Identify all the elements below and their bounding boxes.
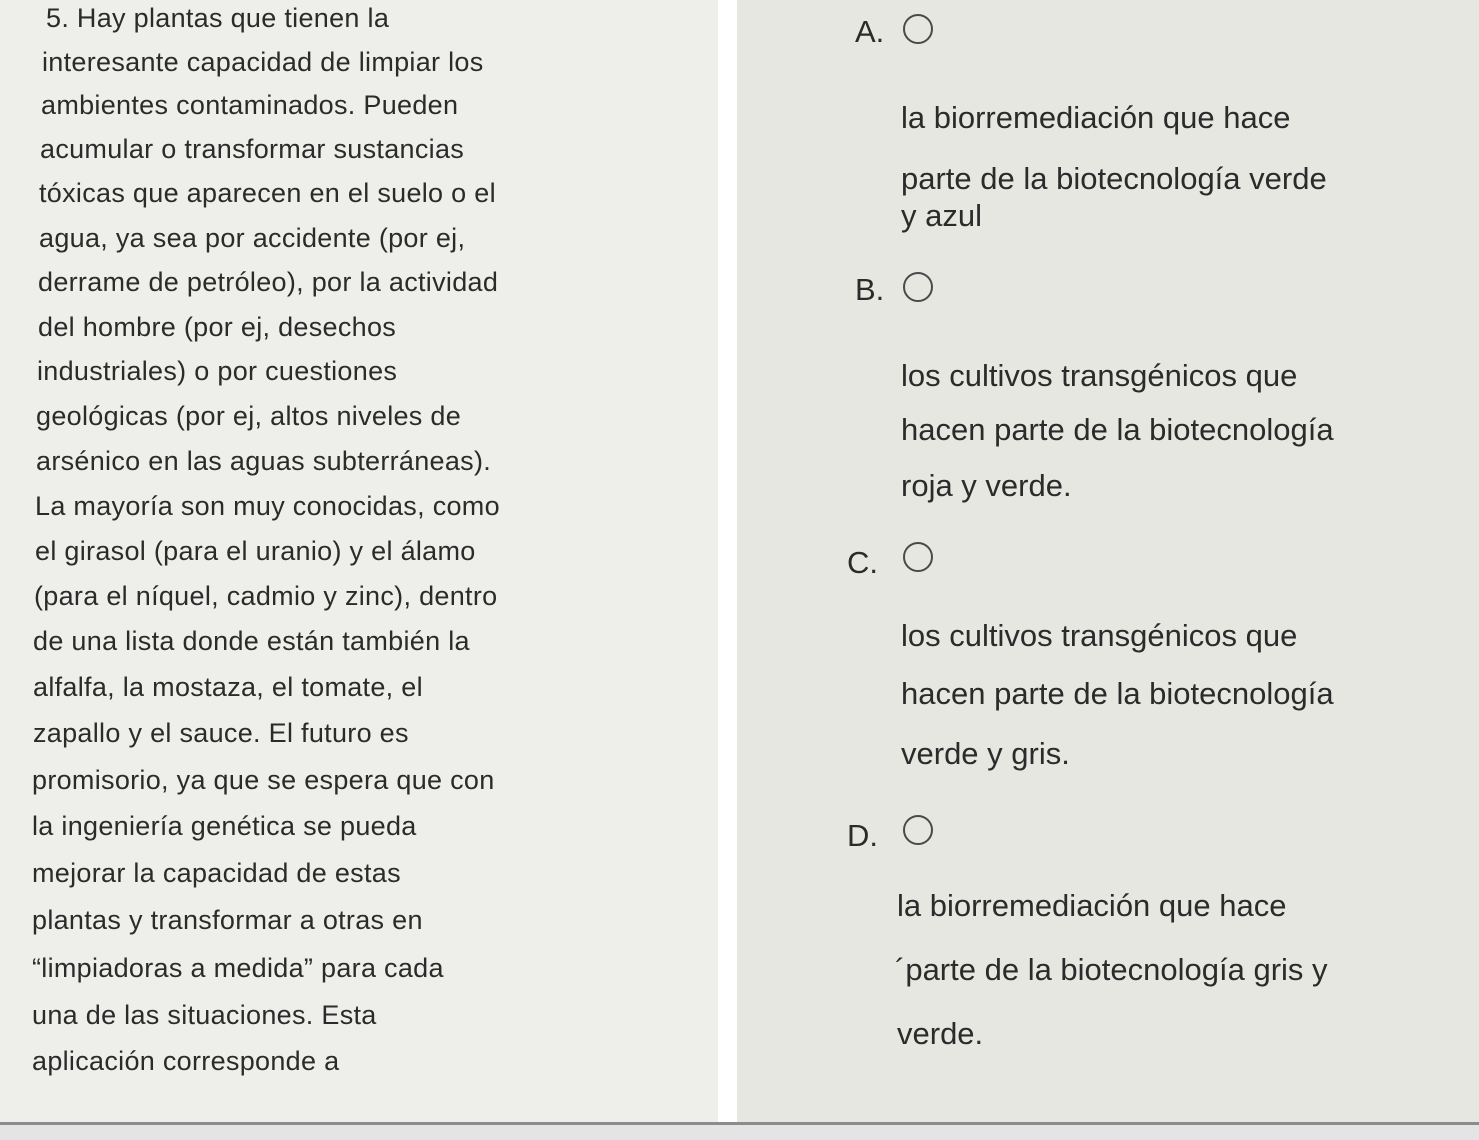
question-text-line: arsénico en las aguas subterráneas). [36, 446, 492, 476]
option-b-text-line: roja y verde. [901, 468, 1072, 503]
option-d-text-line: ´parte de la biotecnología gris y [895, 952, 1328, 987]
question-text-line: (para el níquel, cadmio y zinc), dentro [34, 581, 498, 611]
question-text-line: ambientes contaminados. Pueden [41, 90, 459, 120]
question-text-line: 5. Hay plantas que tienen la [46, 3, 390, 33]
question-text-line: interesante capacidad de limpiar los [42, 47, 484, 77]
question-text-line: industriales) o por cuestiones [37, 356, 398, 386]
question-text-line: una de las situaciones. Esta [32, 1000, 377, 1030]
option-a-radio[interactable] [903, 14, 933, 44]
option-b-radio[interactable] [903, 272, 933, 302]
option-a-text-line: parte de la biotecnología verde [901, 161, 1327, 196]
question-text-line: “limpiadoras a medida” para cada [32, 953, 444, 983]
question-text-line: geológicas (por ej, altos niveles de [36, 401, 462, 431]
option-d-radio[interactable] [903, 815, 933, 845]
question-text-line: del hombre (por ej, desechos [38, 312, 397, 342]
option-a-text-line: la biorremediación que hace [901, 100, 1291, 135]
options-panel [737, 0, 1479, 1122]
option-c-radio[interactable] [903, 542, 933, 572]
option-d-letter: D. [847, 818, 878, 853]
option-d-text-line: la biorremediación que hace [897, 888, 1287, 923]
option-a-letter: A. [855, 14, 885, 49]
question-text-line: alfalfa, la mostaza, el tomate, el [33, 672, 423, 702]
question-panel [0, 0, 718, 1122]
question-text-line: agua, ya sea por accidente (por ej, [39, 223, 466, 253]
option-c-letter: C. [847, 545, 878, 580]
question-text-line: de una lista donde están también la [33, 626, 470, 656]
question-text-line: zapallo y el sauce. El futuro es [33, 718, 409, 748]
question-text-line: promisorio, ya que se espera que con [32, 765, 495, 795]
question-text-line: aplicación corresponde a [32, 1046, 340, 1076]
question-text-line: mejorar la capacidad de estas [32, 858, 401, 888]
option-c-text-line: verde y gris. [901, 736, 1070, 771]
option-b-text-line: los cultivos transgénicos que [901, 358, 1298, 393]
question-text-line: derrame de petróleo), por la actividad [38, 267, 499, 297]
question-text-line: La mayoría son muy conocidas, como [35, 491, 500, 521]
option-c-text-line: hacen parte de la biotecnología [901, 676, 1334, 711]
option-d-text-line: verde. [897, 1016, 984, 1051]
question-text-line: plantas y transformar a otras en [32, 905, 423, 935]
question-text-line: acumular o transformar sustancias [40, 134, 465, 164]
question-text-line: tóxicas que aparecen en el suelo o el [39, 178, 496, 208]
question-text-line: el girasol (para el uranio) y el álamo [35, 536, 476, 566]
bottom-divider [0, 1122, 1479, 1140]
option-b-letter: B. [855, 272, 885, 307]
option-c-text-line: los cultivos transgénicos que [901, 618, 1298, 653]
option-a-text-line: y azul [901, 198, 982, 233]
option-b-text-line: hacen parte de la biotecnología [901, 412, 1334, 447]
question-text-line: la ingeniería genética se pueda [32, 811, 417, 841]
